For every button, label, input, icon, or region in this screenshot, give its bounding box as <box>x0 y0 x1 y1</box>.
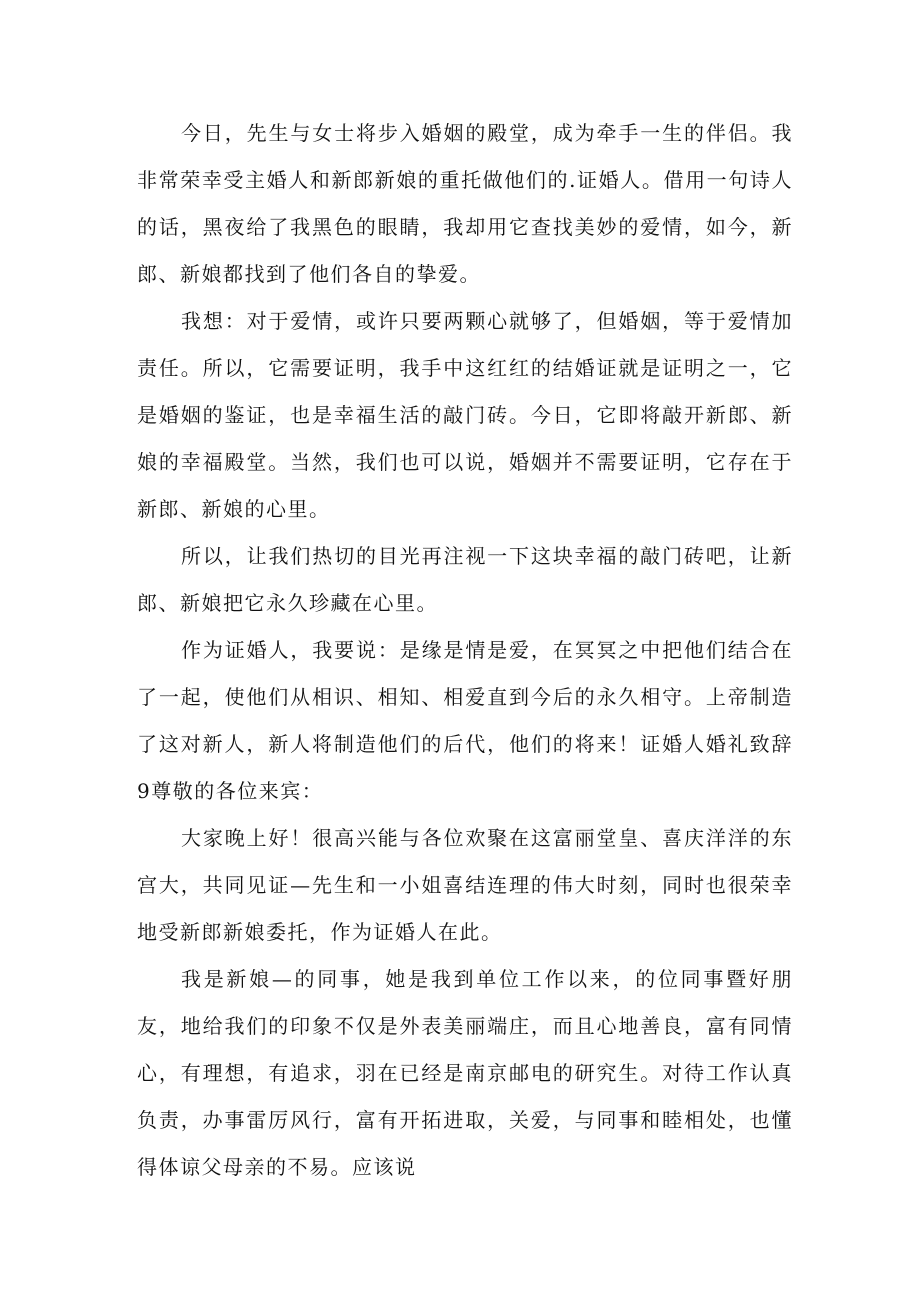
paragraph: 作为证婚人，我要说：是缘是情是爱，在冥冥之中把他们结合在了一起，使他们从相识、相知、相爱直到今后的永久相守。上帝制造了这对新人，新人将制造他们的后代，他们的将来！证婚人婚礼致辞9尊敬的各位来宾： <box>137 638 793 803</box>
document-body <box>137 110 793 1191</box>
paragraph: 所以，让我们热切的目光再注视一下这块幸福的敲门砖吧，让新郎、新娘把它永久珍藏在心里。 <box>137 544 793 615</box>
paragraph: 大家晚上好！很高兴能与各位欢聚在这富丽堂皇、喜庆洋洋的东宫大，共同见证—先生和一小姐喜结连理的伟大时刻，同时也很荣幸地受新郎新娘委托，作为证婚人在此。 <box>137 826 793 944</box>
paragraph: 我想：对于爱情，或许只要两颗心就够了，但婚姻，等于爱情加责任。所以，它需要证明，我手中这红红的结婚证就是证明之一，它是婚姻的鉴证，也是幸福生活的敲门砖。今日，它即将敲开新郎、新娘的幸福殿堂。当然，我们也可以说，婚姻并不需要证明，它存在于新郎、新娘的心里。 <box>137 309 793 521</box>
paragraph: 今日，先生与女士将步入婚姻的殿堂，成为牵手一生的伴侣。我非常荣幸受主婚人和新郎新娘的重托做他们的.证婚人。借用一句诗人的话，黑夜给了我黑色的眼睛，我却用它查找美妙的爱情，如今，新郎、新娘都找到了他们各自的挚爱。 <box>137 121 793 286</box>
paragraph: 我是新娘—的同事，她是我到单位工作以来，的位同事暨好朋友，地给我们的印象不仅是外表美丽端庄，而且心地善良，富有同情心，有理想，有追求，羽在已经是南京邮电的研究生。对待工作认真负责，办事雷厉风行，富有开拓进取，关爱，与同事和睦相处，也懂得体谅父母亲的不易。应该说 <box>137 967 793 1179</box>
